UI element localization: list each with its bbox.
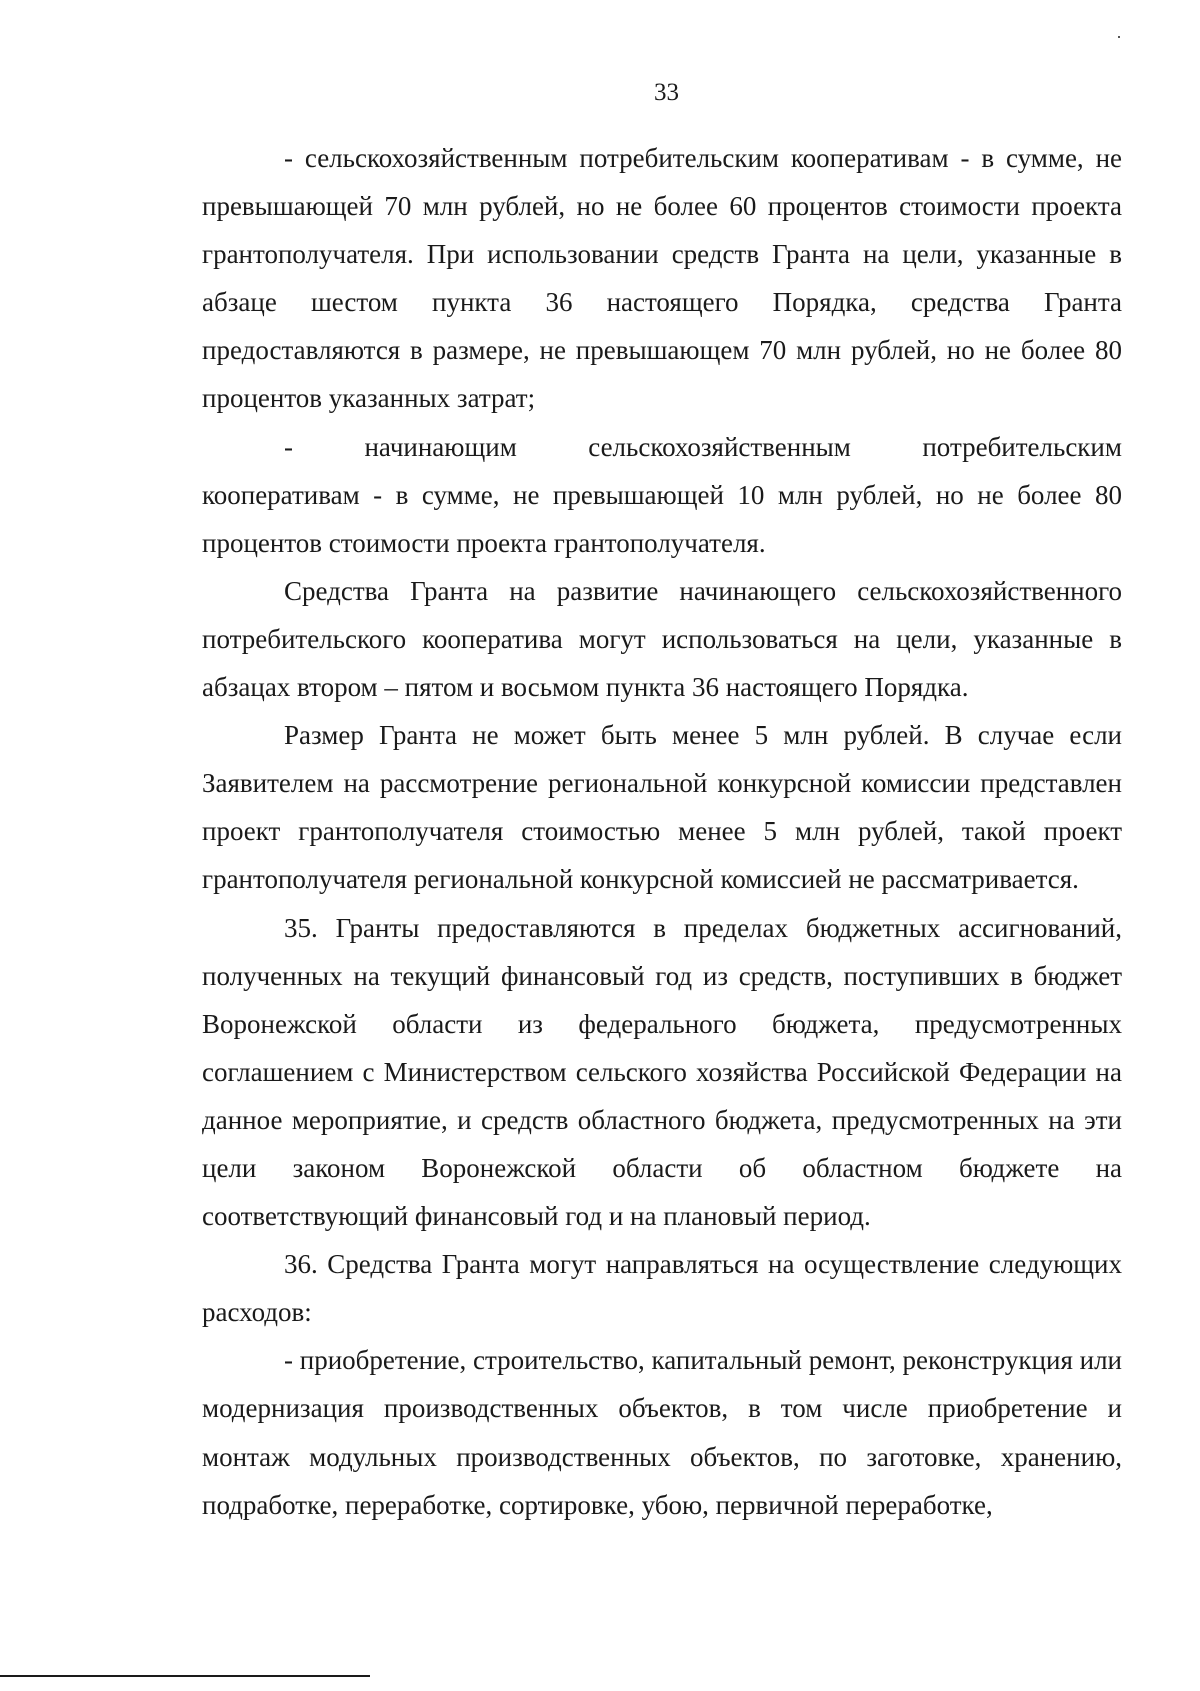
document-body xyxy=(202,134,1122,1529)
paragraph-starting-cooperatives-line xyxy=(202,423,1122,471)
paragraph-item-36: 36. Средства Гранта могут направляться на осуществление следующих расходов: xyxy=(202,1249,1122,1328)
dash-marker: - xyxy=(284,431,293,462)
paragraph-cooperatives-grant: - сельскохозяйственным потребительским кооперативам - в сумме, не превышающей 70 млн рублей, но не более 60 процентов стоимости проекта грантополучателя. При использовании средств Гранта на цели, указанные в абзаце шестом пункта 36 настоящего Порядка, средства Гранта предоставляются в размере, не превышающем 70 млн рублей, но не более 80 процентов указанных затрат; xyxy=(202,143,1122,414)
paragraph-starting-cooperatives-rest: кооперативам - в сумме, не превышающей 10 млн рублей, но не более 80 процентов стоимости проекта грантополучателя. xyxy=(202,479,1122,558)
paragraph-expenses-list: - приобретение, строительство, капитальный ремонт, реконструкция или модернизация производственных объектов, в том числе приобретение и монтаж модульных производственных объектов, по заготовке, хранению, подработке, переработке, сортировке, убою, первичной переработке, xyxy=(202,1345,1122,1520)
paragraph-grant-use: Средства Гранта на развитие начинающего сельскохозяйственного потребительского кооператива могут использоваться на цели, указанные в абзацах втором – пятом и восьмом пункта 36 настоящего Порядка. xyxy=(202,575,1122,703)
scan-speck xyxy=(1118,36,1120,38)
paragraph-grant-minimum: Размер Гранта не может быть менее 5 млн рублей. В случае если Заявителем на рассмотрение региональной конкурсной комиссии представлен проект грантополучателя стоимостью менее 5 млн рублей, такой проект грантополучателя региональной конкурсной комиссией не рассматривается. xyxy=(202,720,1122,895)
page-number: 33 xyxy=(654,79,679,106)
word: потребительским xyxy=(922,431,1122,462)
word: сельскохозяйственным xyxy=(588,431,851,462)
word: начинающим xyxy=(364,431,517,462)
footnote-rule xyxy=(0,1675,370,1677)
paragraph-item-35: 35. Гранты предоставляются в пределах бюджетных ассигнований, полученных на текущий финансовый год из средств, поступивших в бюджет Воронежской области из федерального бюджета, предусмотренных соглашением с Министерством сельского хозяйства Российской Федерации на данное мероприятие, и средств областного бюджета, предусмотренных на эти цели законом Воронежской области об областном бюджете на соответствующий финансовый год и на плановый период. xyxy=(202,912,1122,1232)
